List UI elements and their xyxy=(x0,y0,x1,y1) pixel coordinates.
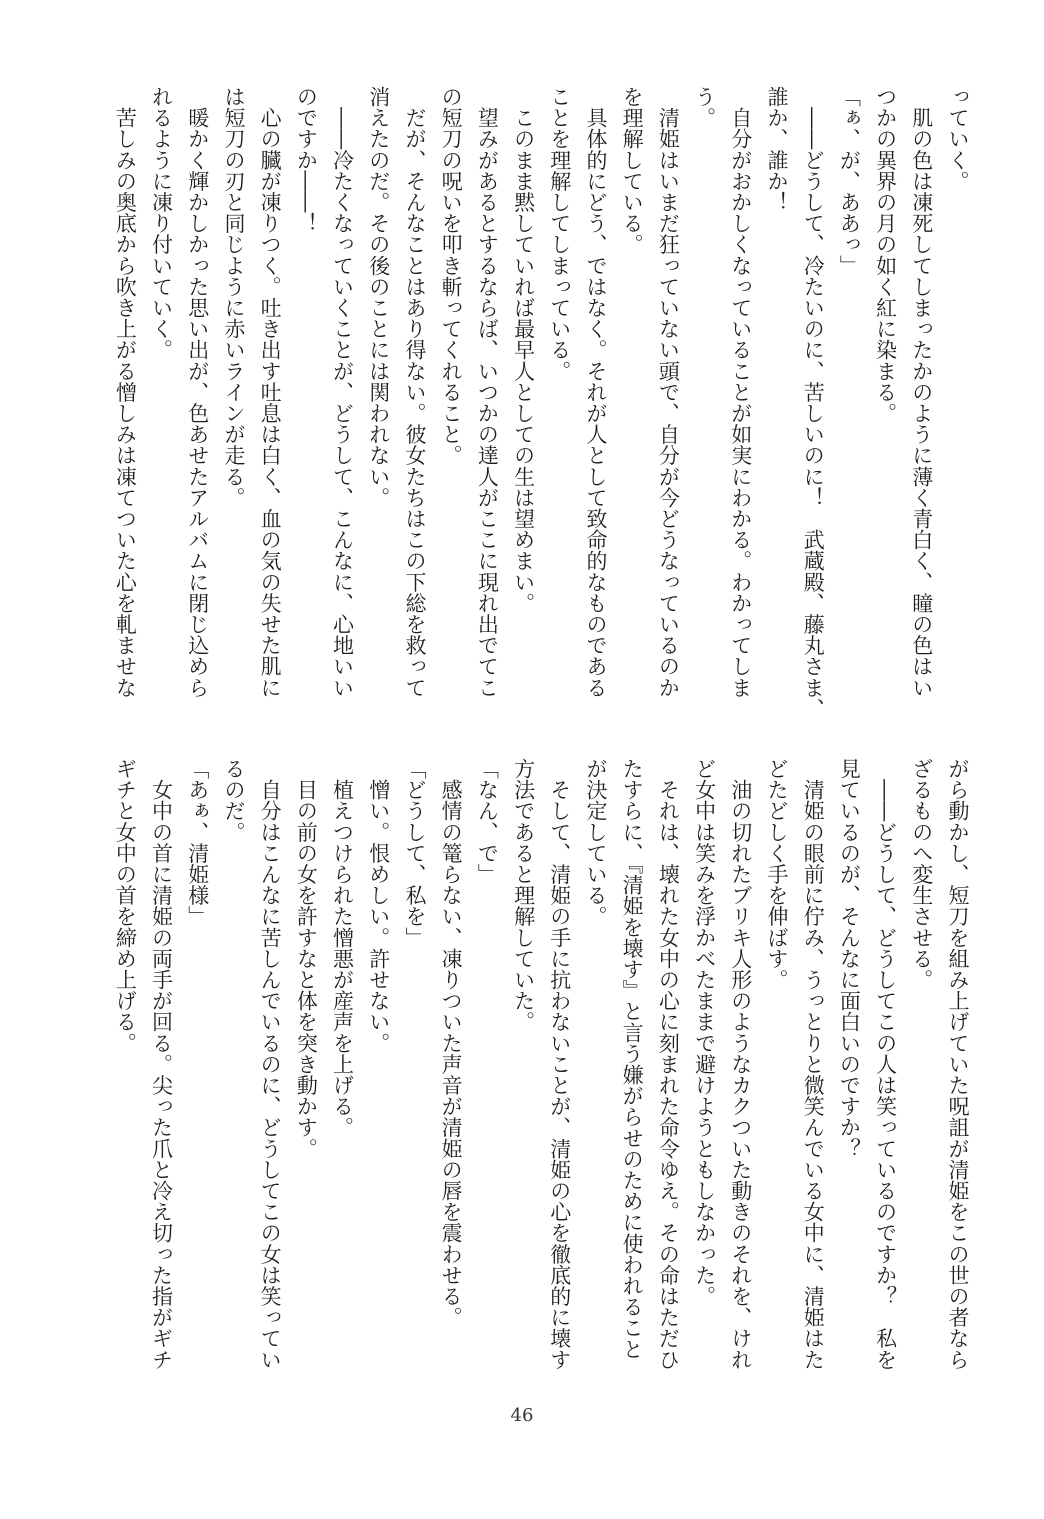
text-line: それは、壊れた女中の心に刻まれた命令ゆえ。その命はただひ xyxy=(656,758,681,1370)
text-line: 具体的にどう、ではなく。それが人として致命的なものである xyxy=(583,86,608,698)
text-line: ことを理解してしまっている。 xyxy=(547,86,572,382)
text-line: ど女中は笑みを浮かべたままで避けようともしなかった。 xyxy=(692,758,717,1307)
text-line: ――どうして、どうしてこの人は笑っているのですか？ 私を xyxy=(873,758,898,1370)
text-line: だが、そんなことはあり得ない。彼女たちはこの下総を救って xyxy=(402,86,427,698)
text-line: 清姫はいまだ狂っていない頭で、自分が今どうなっているのか xyxy=(656,86,681,698)
text-line: 暖かく輝かしかった思い出が、色あせたアルバムに閉じ込めら xyxy=(185,86,210,698)
lower-text-block xyxy=(86,758,976,1400)
text-line: 女中の首に清姫の両手が回る。尖った爪と冷え切った指がギチ xyxy=(149,758,174,1370)
text-line: たすらに、『清姫を壊す』と言う嫌がらせのために使われること xyxy=(620,758,645,1360)
text-line: のですか――！ xyxy=(294,86,319,234)
text-line: 誰か、誰か！ xyxy=(764,86,789,213)
text-line: の短刀の呪いを叩き斬ってくれること。 xyxy=(439,86,464,466)
text-line: 苦しみの奥底から吹き上がる憎しみは凍てついた心を軋ませな xyxy=(113,86,138,698)
text-line: 「ぁ、が、ああっ」 xyxy=(837,86,862,276)
text-line: 「なん、で」 xyxy=(475,758,500,885)
text-line: 植えつけられた憎悪が産声を上げる。 xyxy=(330,758,355,1138)
text-line: そして、清姫の手に抗わないことが、清姫の心を徹底的に壊す xyxy=(547,758,572,1370)
text-line: 心の臓が凍りつく。吐き出す吐息は白く、血の気の失せた肌に xyxy=(258,86,283,698)
text-line: 望みがあるとするならば、いつかの達人がここに現れ出でてこ xyxy=(475,86,500,698)
text-line: 清姫の眼前に佇み、うっとりと微笑んでいる女中に、清姫はた xyxy=(801,758,826,1370)
text-line: どたどしく手を伸ばす。 xyxy=(764,758,789,991)
text-line: 目の前の女を許すなと体を突き動かす。 xyxy=(294,758,319,1159)
text-line: が決定している。 xyxy=(583,758,608,927)
text-line: 自分はこんなに苦しんでいるのに、どうしてこの女は笑ってい xyxy=(258,758,283,1370)
text-line: ――どうして、冷たいのに、苦しいのに！ 武蔵殿、藤丸さま、 xyxy=(801,86,826,719)
text-line: れるように凍り付いていく。 xyxy=(149,86,174,361)
text-line: 感情の篭らない、凍りついた声音が清姫の唇を震わせる。 xyxy=(439,758,464,1328)
text-line: を理解している。 xyxy=(620,86,645,255)
page-number: 46 xyxy=(510,1405,534,1426)
text-line: がら動かし、短刀を組み上げていた呪詛が清姫をこの世の者なら xyxy=(946,758,970,1370)
text-line: 肌の色は凍死してしまったかのように薄く青白く、瞳の色はい xyxy=(909,86,934,698)
text-line: 「どうして、私を」 xyxy=(402,758,427,948)
text-line: う。 xyxy=(692,86,717,129)
text-line: 憎い。恨めしい。許せない。 xyxy=(366,758,391,1054)
text-line: 見ているのが、そんなに面白いのですか？ xyxy=(837,758,862,1159)
text-line: このまま黙していれば最早人としての生は望めまい。 xyxy=(511,86,536,614)
text-line: ざるものへ変生させる。 xyxy=(909,758,934,991)
text-line: るのだ。 xyxy=(221,758,246,843)
text-line: 油の切れたブリキ人形のようなカクついた動きのそれを、けれ xyxy=(728,758,753,1370)
text-line: は短刀の刃と同じように赤いラインが走る。 xyxy=(221,86,246,508)
text-line: っていく。 xyxy=(946,86,970,192)
text-line: ギチと女中の首を締め上げる。 xyxy=(113,758,138,1054)
text-line: ――冷たくなっていくことが、どうして、こんなに、心地いい xyxy=(330,86,355,698)
text-line: つかの異界の月の如く紅に染まる。 xyxy=(873,86,898,424)
text-line: 自分がおかしくなっていることが如実にわかる。わかってしま xyxy=(728,86,753,698)
text-line: 「あぁ、清姫様」 xyxy=(185,758,210,927)
text-line: 消えたのだ。その後のことには関われない。 xyxy=(366,86,391,508)
upper-text-block xyxy=(86,86,976,736)
text-line: 方法であると理解していた。 xyxy=(511,758,536,1033)
